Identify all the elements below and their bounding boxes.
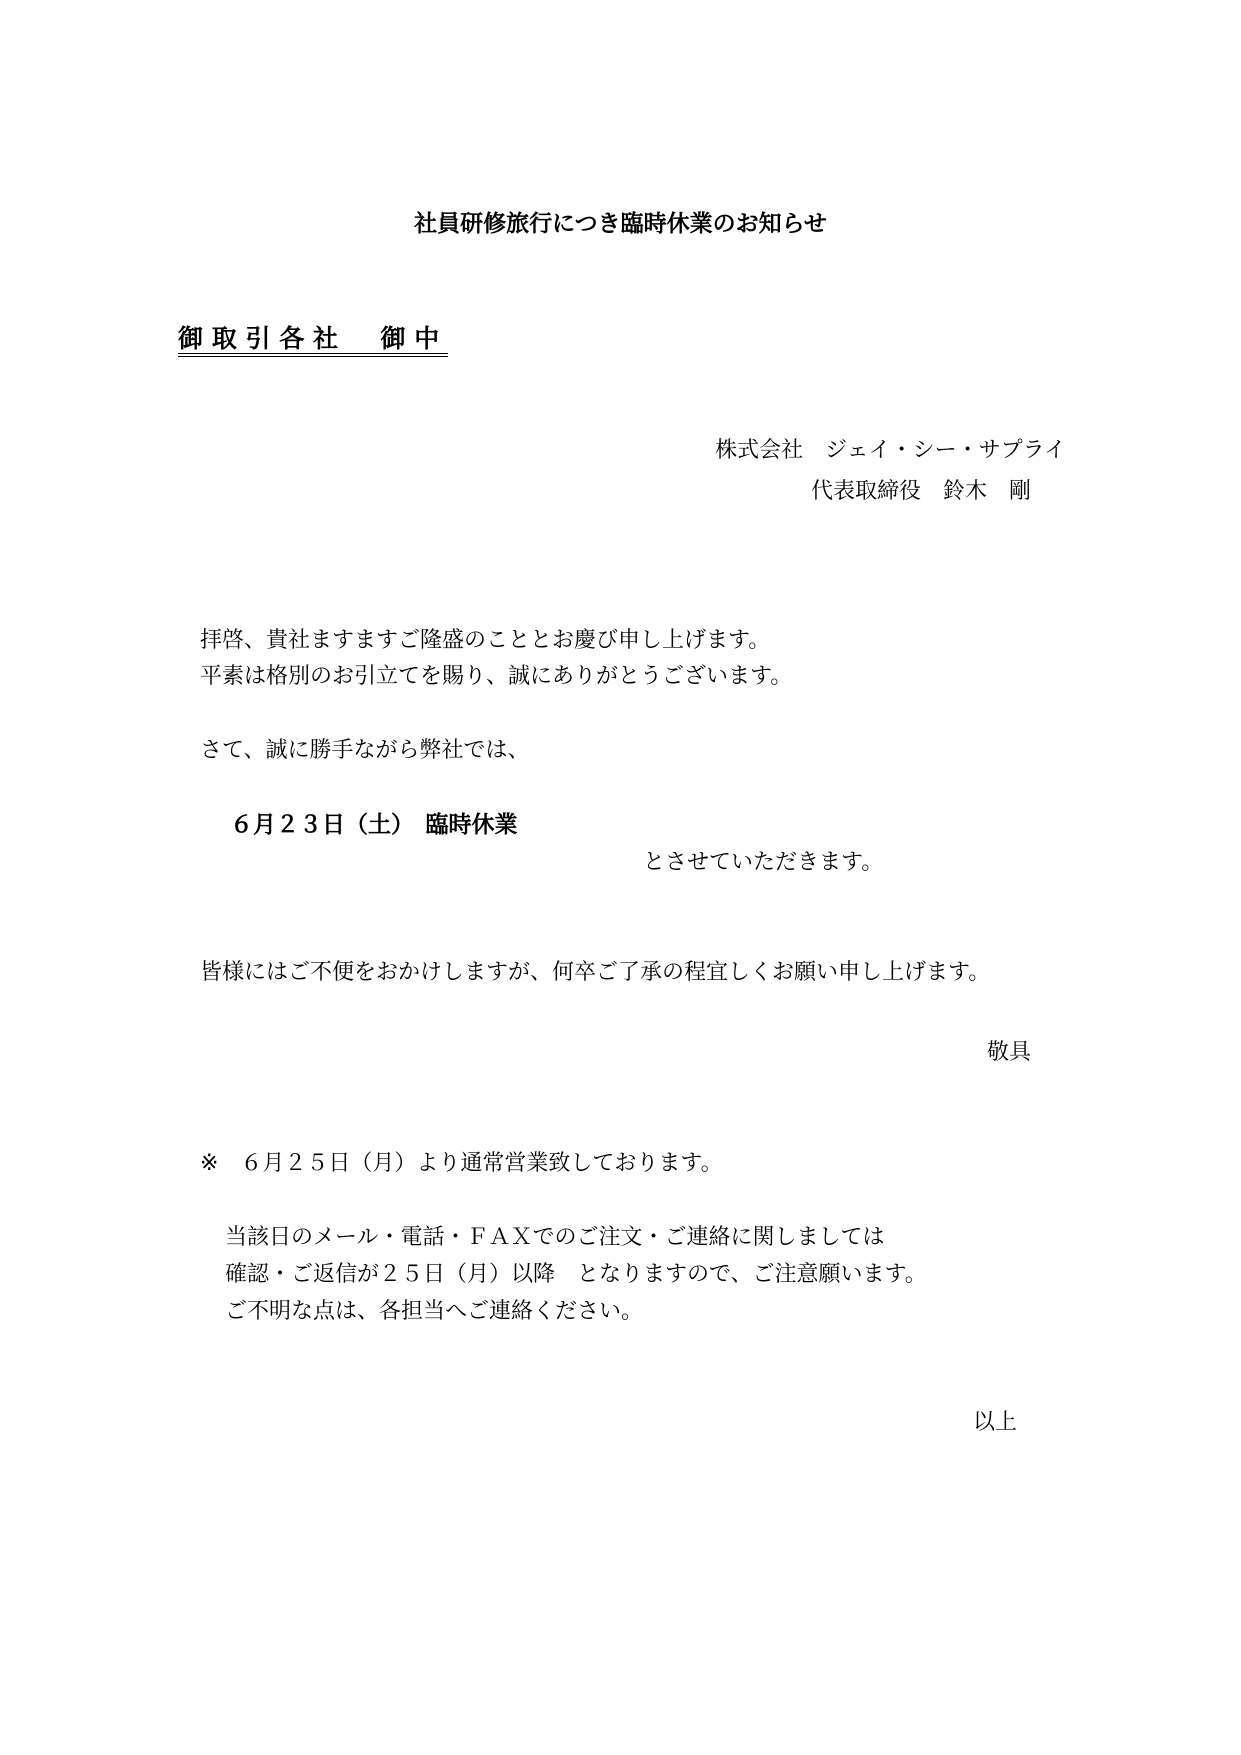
greeting-line-1: 拝啓、貴社ますますご隆盛のこととお慶び申し上げます。	[200, 628, 771, 653]
sender-company: 株式会社 ジェイ・シー・サプライ	[715, 438, 1066, 463]
closing-keigu: 敬具	[986, 1040, 1031, 1065]
end-mark: 以上	[972, 1410, 1017, 1435]
resume-note: ※ ６月２５日（月）より通常営業致しております。	[200, 1151, 723, 1176]
detail-line-2: 確認・ご返信が２５日（月）以降 となりますので、ご注意願います。	[225, 1262, 927, 1287]
detail-line-1: 当該日のメール・電話・ＦＡＸでのご注文・ご連絡に関しましては	[225, 1225, 885, 1250]
apology-text: 皆様にはご不便をおかけしますが、何卒ご了承の程宜しくお願い申し上げます。	[200, 960, 991, 985]
addressee: 御取引各社 御中	[178, 326, 448, 357]
document-title: 社員研修旅行につき臨時休業のお知らせ	[414, 211, 827, 237]
sender-representative: 代表取締役 鈴木 剛	[810, 479, 1031, 504]
closure-tail: とさせていただきます。	[643, 850, 884, 875]
closure-date: ６月２３日（土） 臨時休業	[230, 812, 518, 838]
intro-text: さて、誠に勝手ながら弊社では、	[200, 738, 530, 763]
greeting-line-2: 平素は格別のお引立てを賜り、誠にありがとうございます。	[200, 664, 793, 689]
detail-line-3: ご不明な点は、各担当へご連絡ください。	[225, 1299, 644, 1324]
